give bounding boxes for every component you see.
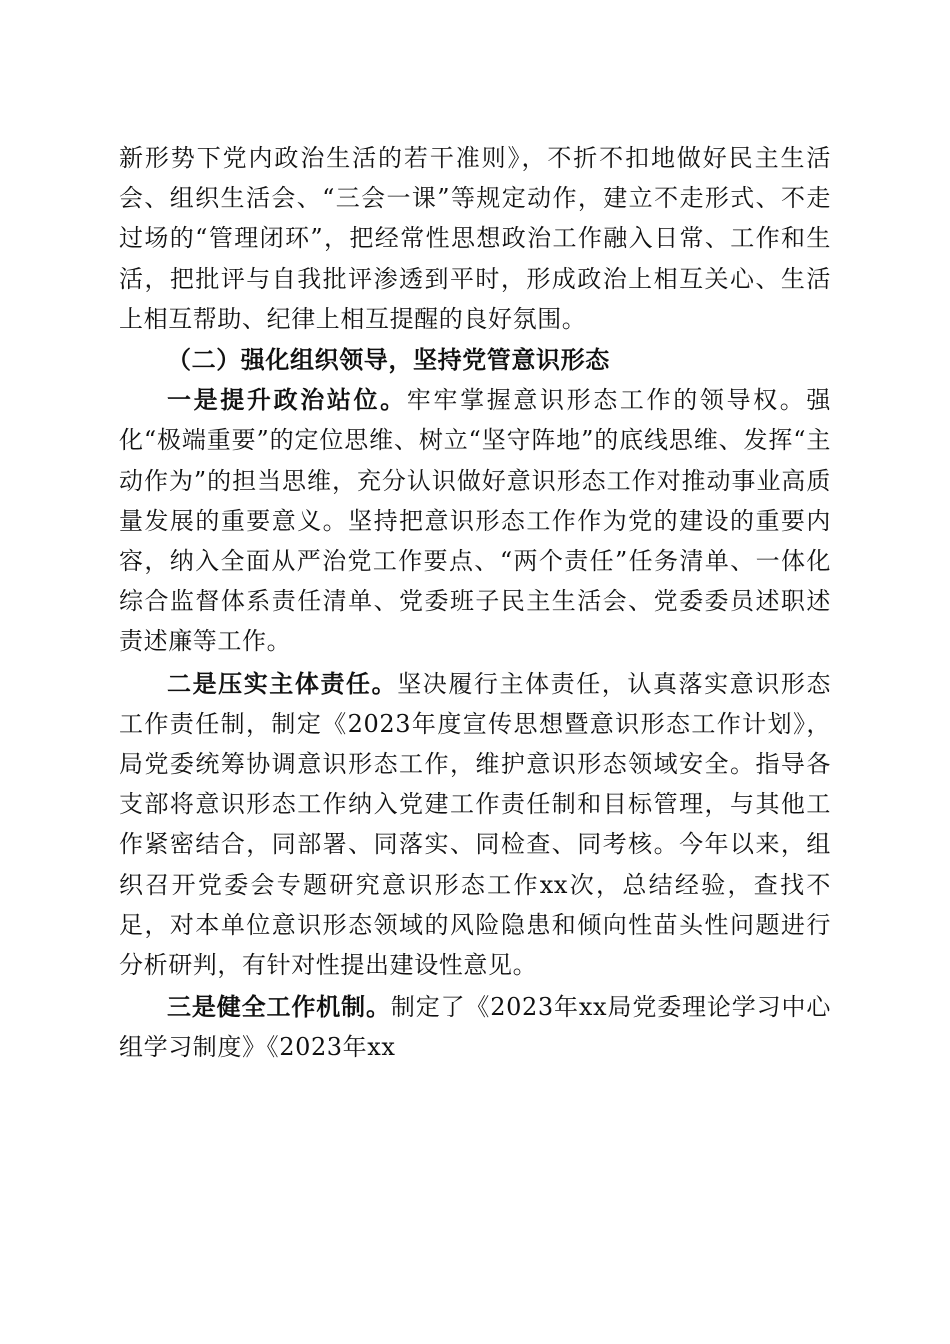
item-paragraph-2: [119, 664, 831, 986]
item-body-3: 制定了《2023年xx局党委理论学习中心组学习制度》《2023年xx: [119, 993, 831, 1062]
item-paragraph-3: [119, 987, 831, 1067]
document-body: [119, 138, 831, 1068]
intro-paragraph: 新形势下党内政治生活的若干准则》，不折不扣地做好民主生活会、组织生活会、“三会一课”等规定动作，建立不走形式、不走过场的“管理闭环”，把经常性思想政治工作融入日常、工作和生活，把批评与自我批评渗透到平时，形成政治上相互关心、生活上相互帮助、纪律上相互提醒的良好氛围。: [119, 144, 831, 333]
item-lead-1: 一是提升政治站位。: [167, 385, 407, 415]
item-lead-2: 二是压实主体责任。: [167, 668, 398, 698]
item-body-2: 坚决履行主体责任，认真落实意识形态工作责任制，制定《2023年度宣传思想暨意识形态工作计划》，局党委统筹协调意识形态工作，维护意识形态领域安全。指导各支部将意识形态工作纳入党建工作责任制和目标管理，与其他工作紧密结合，同部署、同落实、同检查、同考核。今年以来，组织召开党委会专题研究意识形态工作xx次，总结经验，查找不足，对本单位意识形态领域的风险隐患和倾向性苗头性问题进行分析研判，有针对性提出建设性意见。: [119, 669, 831, 980]
item-paragraph-1: [119, 380, 831, 661]
section-heading: （二）强化组织领导，坚持党管意识形态: [167, 345, 610, 375]
item-body-1: 牢牢掌握意识形态工作的领导权。强化“极端重要”的定位思维、树立“坚守阵地”的底线思维、发挥“主动作为”的担当思维，充分认识做好意识形态工作对推动事业高质量发展的重要意义。坚持把意识形态工作作为党的建设的重要内容，纳入全面从严治党工作要点、“两个责任”任务清单、一体化综合监督体系责任清单、党委班子民主生活会、党委委员述职述责述廉等工作。: [119, 386, 831, 656]
item-lead-3: 三是健全工作机制。: [167, 992, 391, 1022]
